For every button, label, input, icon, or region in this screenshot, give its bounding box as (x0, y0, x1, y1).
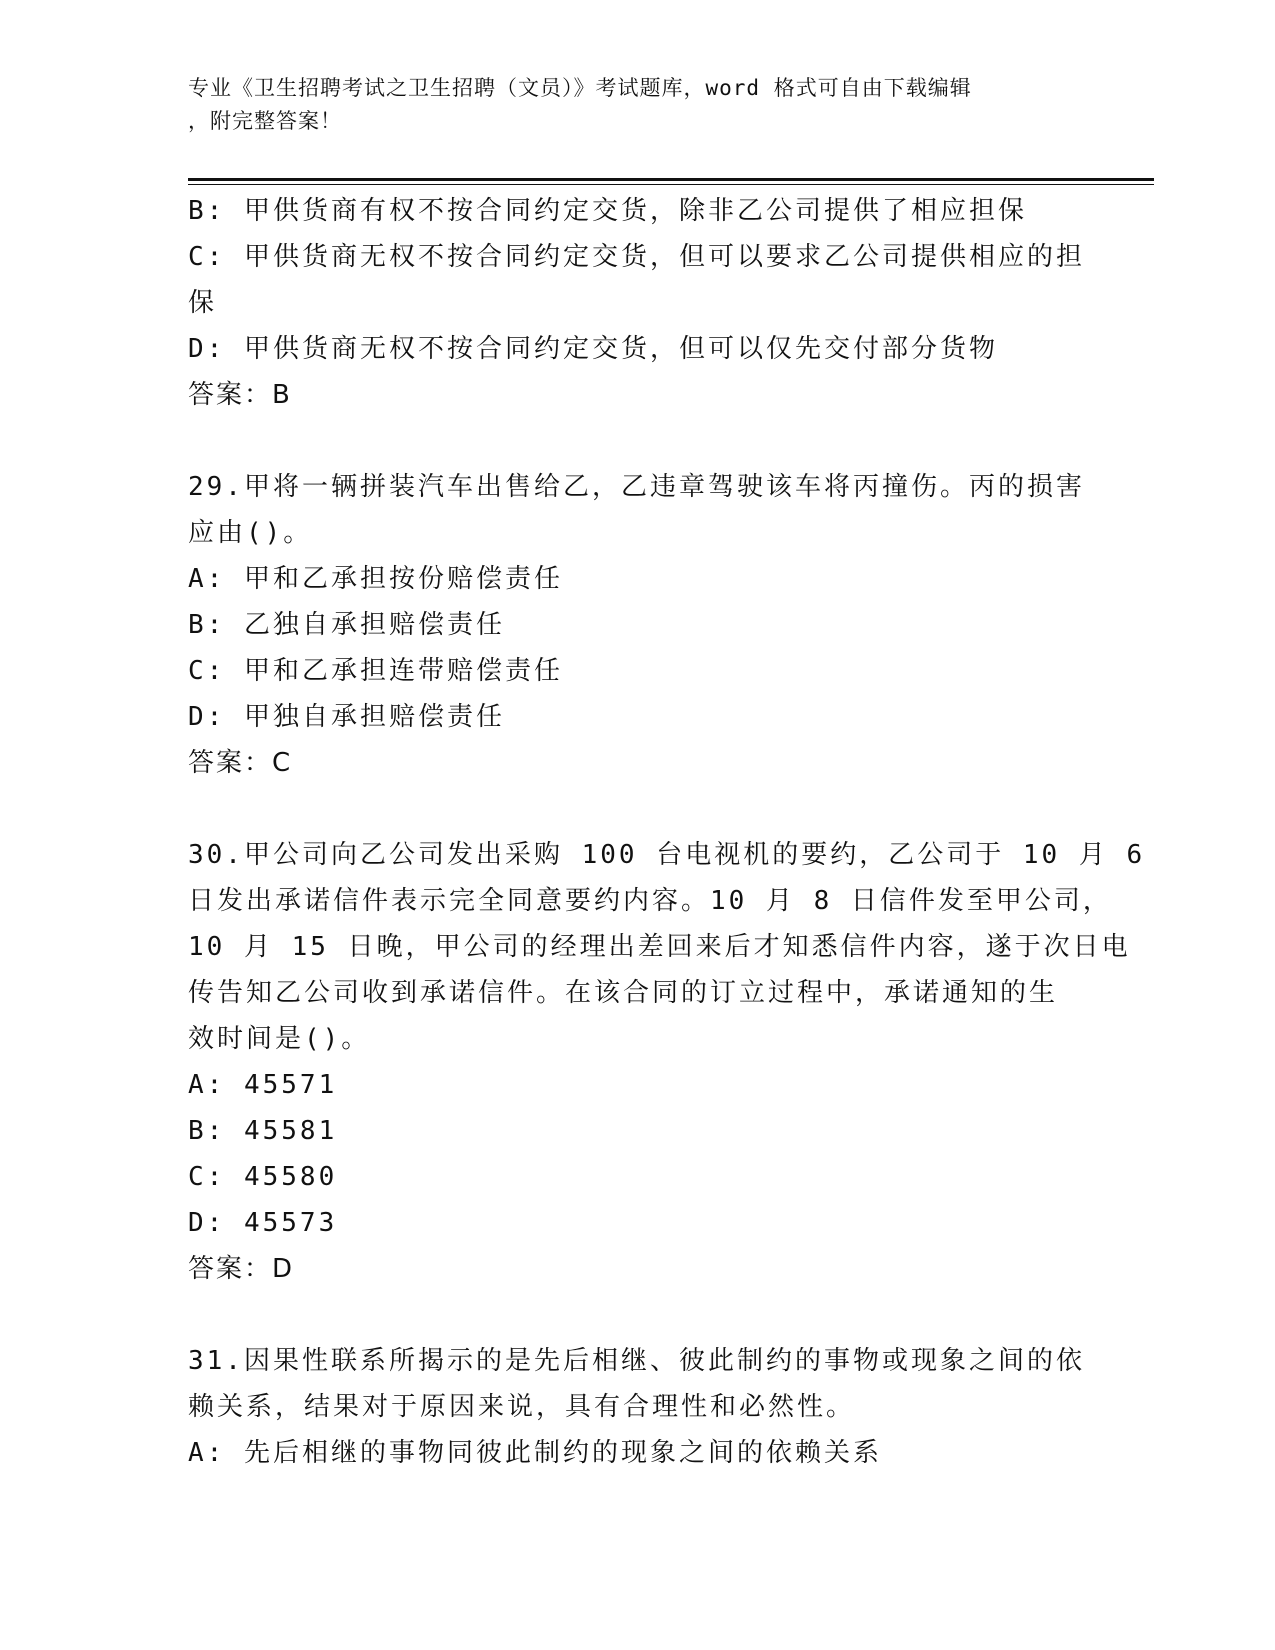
q29-stem-line-2: 应由()。 (188, 518, 313, 548)
q28-option-d: D: 甲供货商无权不按合同约定交货，但可以仅先交付部分货物 (188, 334, 998, 364)
q31-option-a: A: 先后相继的事物同彼此制约的现象之间的依赖关系 (188, 1438, 882, 1468)
q31-stem-line-2: 赖关系，结果对于原因来说，具有合理性和必然性。 (188, 1392, 856, 1422)
q30-option-a: A: 45571 (188, 1070, 338, 1100)
q30-stem-line-4: 传告知乙公司收到承诺信件。在该合同的订立过程中，承诺通知的生 (188, 978, 1059, 1008)
document-header (188, 72, 1068, 138)
question-28 (188, 188, 1088, 418)
q29-option-a: A: 甲和乙承担按份赔偿责任 (188, 564, 563, 594)
header-rule-thin (188, 184, 1154, 185)
q29-stem-line-1: 29.甲将一辆拼装汽车出售给乙，乙违章驾驶该车将丙撞伤。丙的损害 (188, 472, 1085, 502)
q30-option-b: B: 45581 (188, 1116, 338, 1146)
header-line-2: ，附完整答案！ (188, 109, 342, 133)
q31-stem-line-1: 31.因果性联系所揭示的是先后相继、彼此制约的事物或现象之间的依 (188, 1346, 1085, 1376)
q30-option-d: D: 45573 (188, 1208, 338, 1238)
q30-stem-line-5: 效时间是()。 (188, 1024, 371, 1054)
spacer (188, 418, 1088, 464)
q30-stem-line-2: 日发出承诺信件表示完全同意要约内容。10 月 8 日信件发至甲公司， (188, 886, 1112, 916)
question-31 (188, 1338, 1088, 1476)
q29-answer: 答案：C (188, 748, 293, 778)
q30-stem-line-1: 30.甲公司向乙公司发出采购 100 台电视机的要约，乙公司于 10 月 6 (188, 840, 1146, 870)
q30-stem-line-3: 10 月 15 日晚，甲公司的经理出差回来后才知悉信件内容，遂于次日电 (188, 932, 1131, 962)
header-line-1: 专业《卫生招聘考试之卫生招聘（文员）》考试题库，word 格式可自由下载编辑 (188, 76, 972, 100)
q29-option-c: C: 甲和乙承担连带赔偿责任 (188, 656, 563, 686)
spacer (188, 786, 1088, 832)
q28-option-b: B: 甲供货商有权不按合同约定交货，除非乙公司提供了相应担保 (188, 196, 1027, 226)
q30-option-c: C: 45580 (188, 1162, 338, 1192)
q28-option-c-line-1: C: 甲供货商无权不按合同约定交货，但可以要求乙公司提供相应的担 (188, 242, 1085, 272)
q30-answer: 答案：D (188, 1254, 295, 1284)
question-29 (188, 464, 1088, 786)
q28-option-c-line-2: 保 (188, 288, 218, 318)
question-content (188, 188, 1146, 1476)
header-rule-thick (188, 178, 1154, 181)
spacer (188, 1292, 1088, 1338)
q28-answer: 答案：B (188, 380, 292, 410)
question-30 (188, 832, 1146, 1292)
q29-option-b: B: 乙独自承担赔偿责任 (188, 610, 505, 640)
q29-option-d: D: 甲独自承担赔偿责任 (188, 702, 505, 732)
